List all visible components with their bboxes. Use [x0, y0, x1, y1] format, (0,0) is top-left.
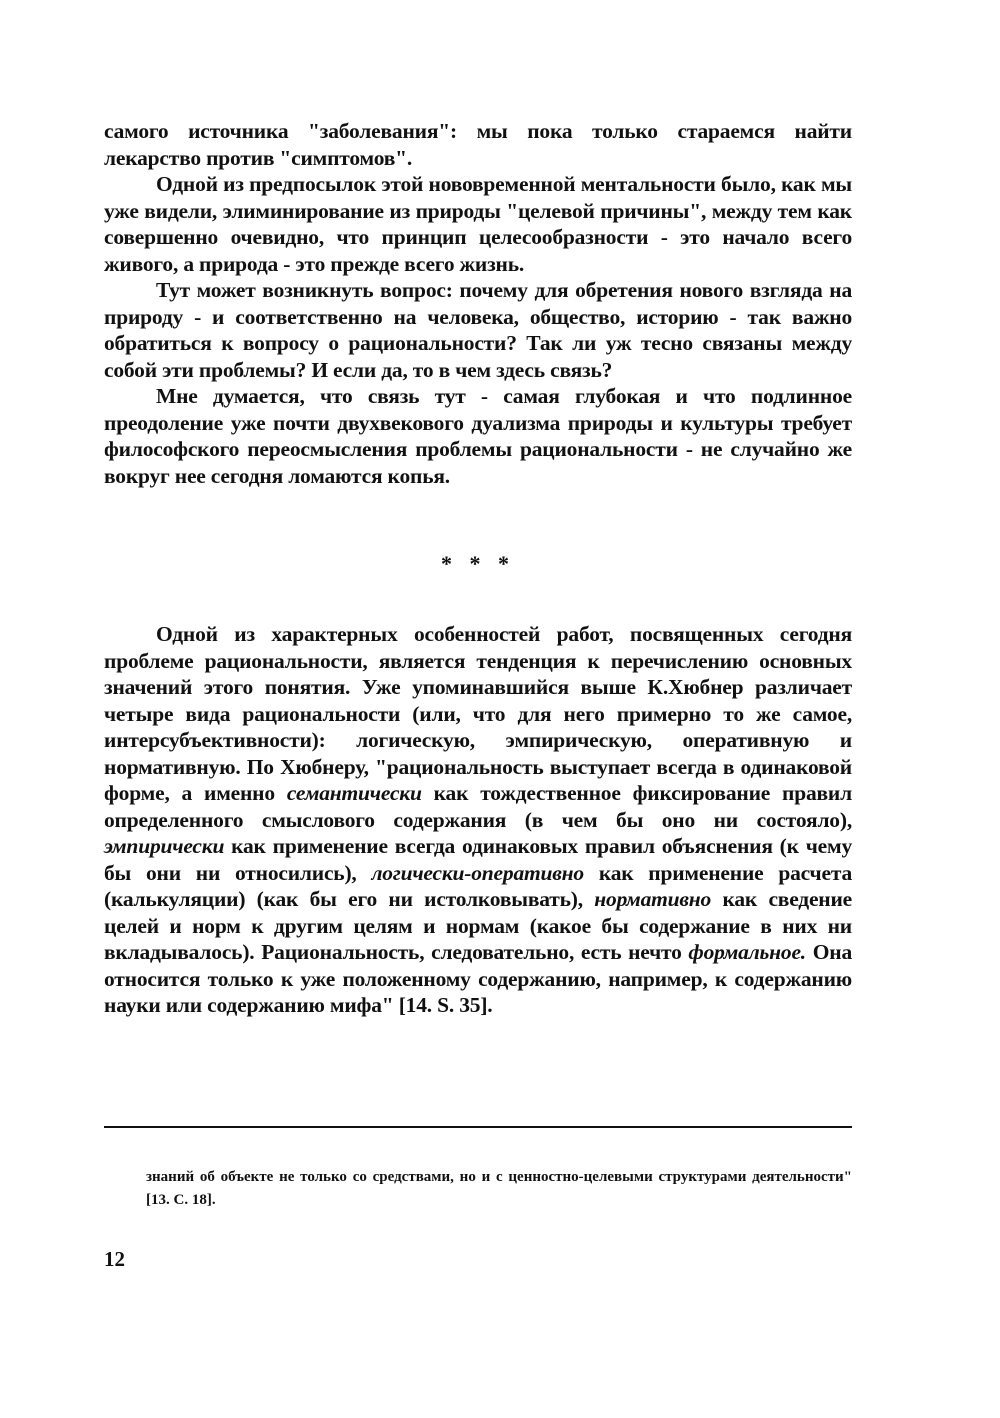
italic-term: эмпирически	[104, 834, 225, 858]
text-segment: Одной из характерных особенностей работ, посвященных сегодня проблеме рациональности, является тенденция к перечислению основных значений этого понятия. Уже упоминавшийся выше К.Хюбнер различает четыре вида рациональности (или, что для него примерно то же самое, интерсубъективности): логическую, эмпирическую, оперативную и нормативную. По Хюбнеру, "рациональность выступает всегда в одинаковой форме, а именно	[104, 622, 852, 805]
page-body	[104, 118, 852, 1019]
italic-term: семантически	[286, 781, 422, 805]
text-segment: как применение расчета (калькуляции) (как бы его ни истолковывать),	[104, 860, 852, 911]
paragraph-2: Одной из предпосылок этой нововременной ментальности было, как мы уже видели, элиминирование из природы "целевой причины", между тем как совершенно очевидно, что принцип целесообразности - это начало всего живого, а природа - это прежде всего жизнь.	[104, 172, 852, 276]
text-segment: как применение всегда одинаковых правил объяснения (к чему бы они ни относились),	[104, 834, 852, 885]
paragraph-5	[104, 621, 852, 1019]
footnote: знаний об объекте не только со средствами, но и с ценностно-целевыми структурами деятельности" [13. С. 18].	[146, 1169, 852, 1208]
italic-term: нормативно	[594, 887, 712, 911]
page-number: 12	[104, 1247, 125, 1271]
text-segment: как тождественное фиксирование правил определенного смыслового содержания (в чем бы оно ни состояло),	[104, 781, 852, 832]
text-segment: Она относится только к уже положенному содержанию, например, к содержанию науки или содержанию мифа" [14. S. 35].	[104, 940, 852, 1017]
paragraph-1: самого источника "заболевания": мы пока только стараемся найти лекарство против "симптомов".	[104, 119, 852, 170]
text-segment: как сведение целей и норм к другим целям и нормам (какое бы содержание в них ни вкладывалось). Рациональность, следовательно, есть нечто	[104, 887, 853, 964]
footnote-divider	[104, 1126, 852, 1128]
section-separator: * * *	[441, 551, 515, 576]
italic-term: логически-оперативно	[371, 860, 584, 885]
paragraph-3: Тут может возникнуть вопрос: почему для обретения нового взгляда на природу - и соответственно на человека, общество, историю - так важно обратиться к вопросу о рациональности? Так ли уж тесно связаны между собой эти проблемы? И если да, то в чем здесь связь?	[104, 278, 852, 382]
paragraph-4: Мне думается, что связь тут - самая глубокая и что подлинное преодоление уже почти двухвекового дуализма природы и культуры требует философского переосмысления проблемы рациональности - не случайно же вокруг нее сегодня ломаются копья.	[104, 384, 852, 488]
italic-term: формальное.	[688, 940, 806, 964]
